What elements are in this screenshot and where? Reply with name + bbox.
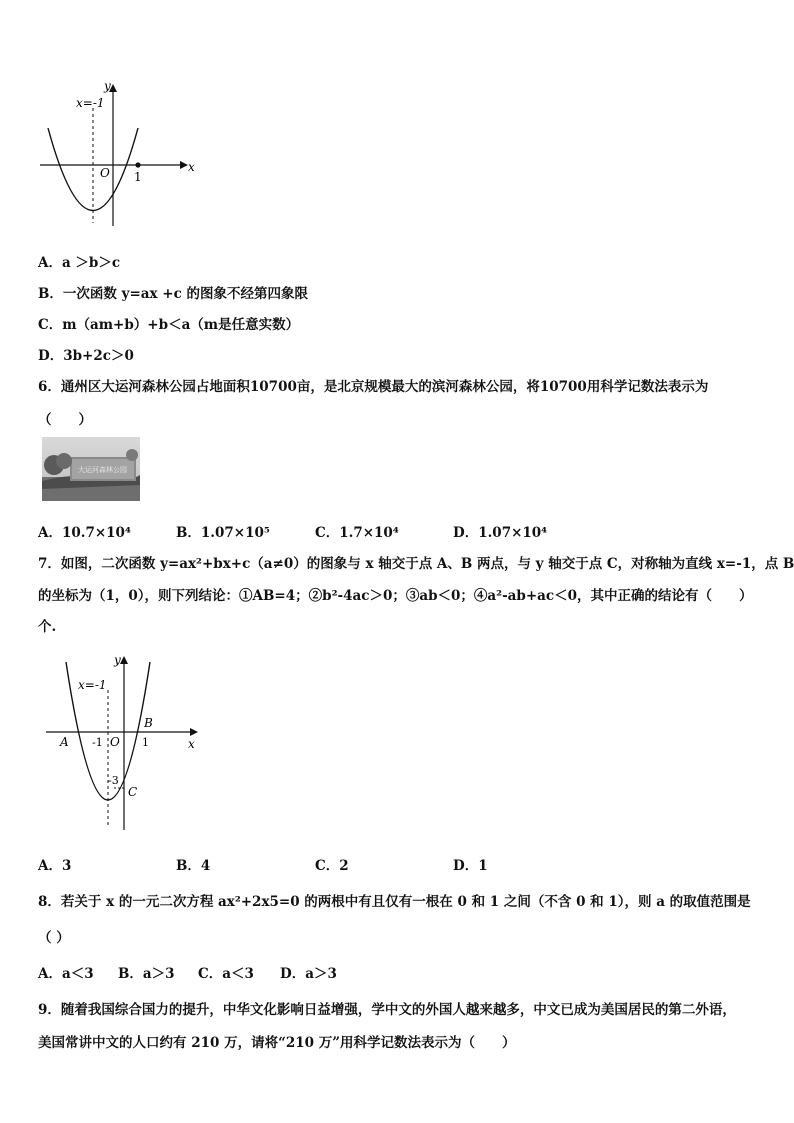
point-one (135, 162, 140, 167)
point-b-label: B (144, 716, 153, 730)
y-axis-arrow (120, 656, 128, 664)
q7-stem-line1: 7．如图，二次函数 y=ax²+bx+c（a≠0）的图象与 x 轴交于点 A、B 两点，与 y 轴交于点 C，对称轴为直线 x=-1，点 B (38, 556, 794, 572)
q8-stem-line1: 8．若关于 x 的一元二次方程 ax²+2x5=0 的两根中有且仅有一根在 0 和 1 之间（不含 0 和 1），则 a 的取值范围是 (38, 894, 751, 910)
q6-stem-line2: （ ） (38, 412, 92, 428)
neg1-label: -1 (92, 736, 103, 749)
symmetry-label: x=-1 (76, 96, 105, 110)
origin-label: O (110, 735, 120, 749)
symmetry-label: x=-1 (78, 678, 107, 692)
q8-stem-line2: （ ） (38, 930, 70, 946)
point-one-label: 1 (134, 170, 142, 184)
q5-option-c: C．m（am+b）+b＜a（m是任意实数） (38, 317, 300, 333)
q8-option-a: A．a＜3 (38, 966, 94, 982)
x-axis-arrow (190, 728, 198, 736)
x-label: x (188, 160, 195, 174)
parabola-graph-1 (30, 78, 210, 238)
q6-stem-line1: 6．通州区大运河森林公园占地面积10700亩，是北京规模最大的滨河森林公园，将10700用科学记数法表示为 (38, 379, 709, 395)
q7-stem-line2: 的坐标为（1，0），则下列结论：①AB=4；②b²-4ac＞0；③ab＜0；④a²-ab+ac＜0，其中正确的结论有（ ） (38, 588, 753, 604)
q9-stem-line1: 9．随着我国综合国力的提升，中华文化影响日益增强，学中文的外国人越来越多，中文已成为美国居民的第二外语， (38, 1002, 736, 1018)
q7-option-c: C．2 (315, 858, 349, 874)
x-axis-arrow (180, 161, 188, 169)
point-c-label: C (128, 785, 138, 799)
y-label: y (114, 653, 121, 667)
origin-label: O (100, 166, 110, 180)
one-label: 1 (142, 736, 149, 749)
q5-option-b: B．一次函数 y=ax +c 的图象不经第四象限 (38, 286, 308, 302)
neg3-label: -3 (108, 774, 119, 787)
q6-option-b: B．1.07×10⁵ (176, 525, 270, 541)
q8-option-d: D．a＞3 (280, 966, 337, 982)
q7-option-b: B．4 (176, 858, 211, 874)
q6-option-a: A．10.7×10⁴ (38, 525, 131, 541)
q7-stem-line3: 个. (38, 619, 57, 635)
q6-option-c: C．1.7×10⁴ (315, 525, 399, 541)
q8-option-b: B．a＞3 (118, 966, 175, 982)
x-label: x (188, 737, 195, 751)
photo-sign-text: 大运河森林公园 (78, 466, 127, 474)
q9-stem-line2: 美国常讲中文的人口约有 210 万，请将“210 万”用科学记数法表示为（ ） (38, 1035, 516, 1051)
point-a-label: A (60, 735, 69, 749)
q7-option-d: D．1 (453, 858, 488, 874)
q7-option-a: A．3 (38, 858, 72, 874)
parabola-graph-2 (38, 650, 208, 835)
q6-option-d: D．1.07×10⁴ (453, 525, 548, 541)
y-label: y (104, 79, 111, 93)
q5-option-d: D．3b+2c＞0 (38, 348, 134, 364)
q8-option-c: C．a＜3 (198, 966, 254, 982)
q5-option-a: A．a ＞b＞c (38, 255, 121, 271)
park-photo (42, 437, 140, 501)
